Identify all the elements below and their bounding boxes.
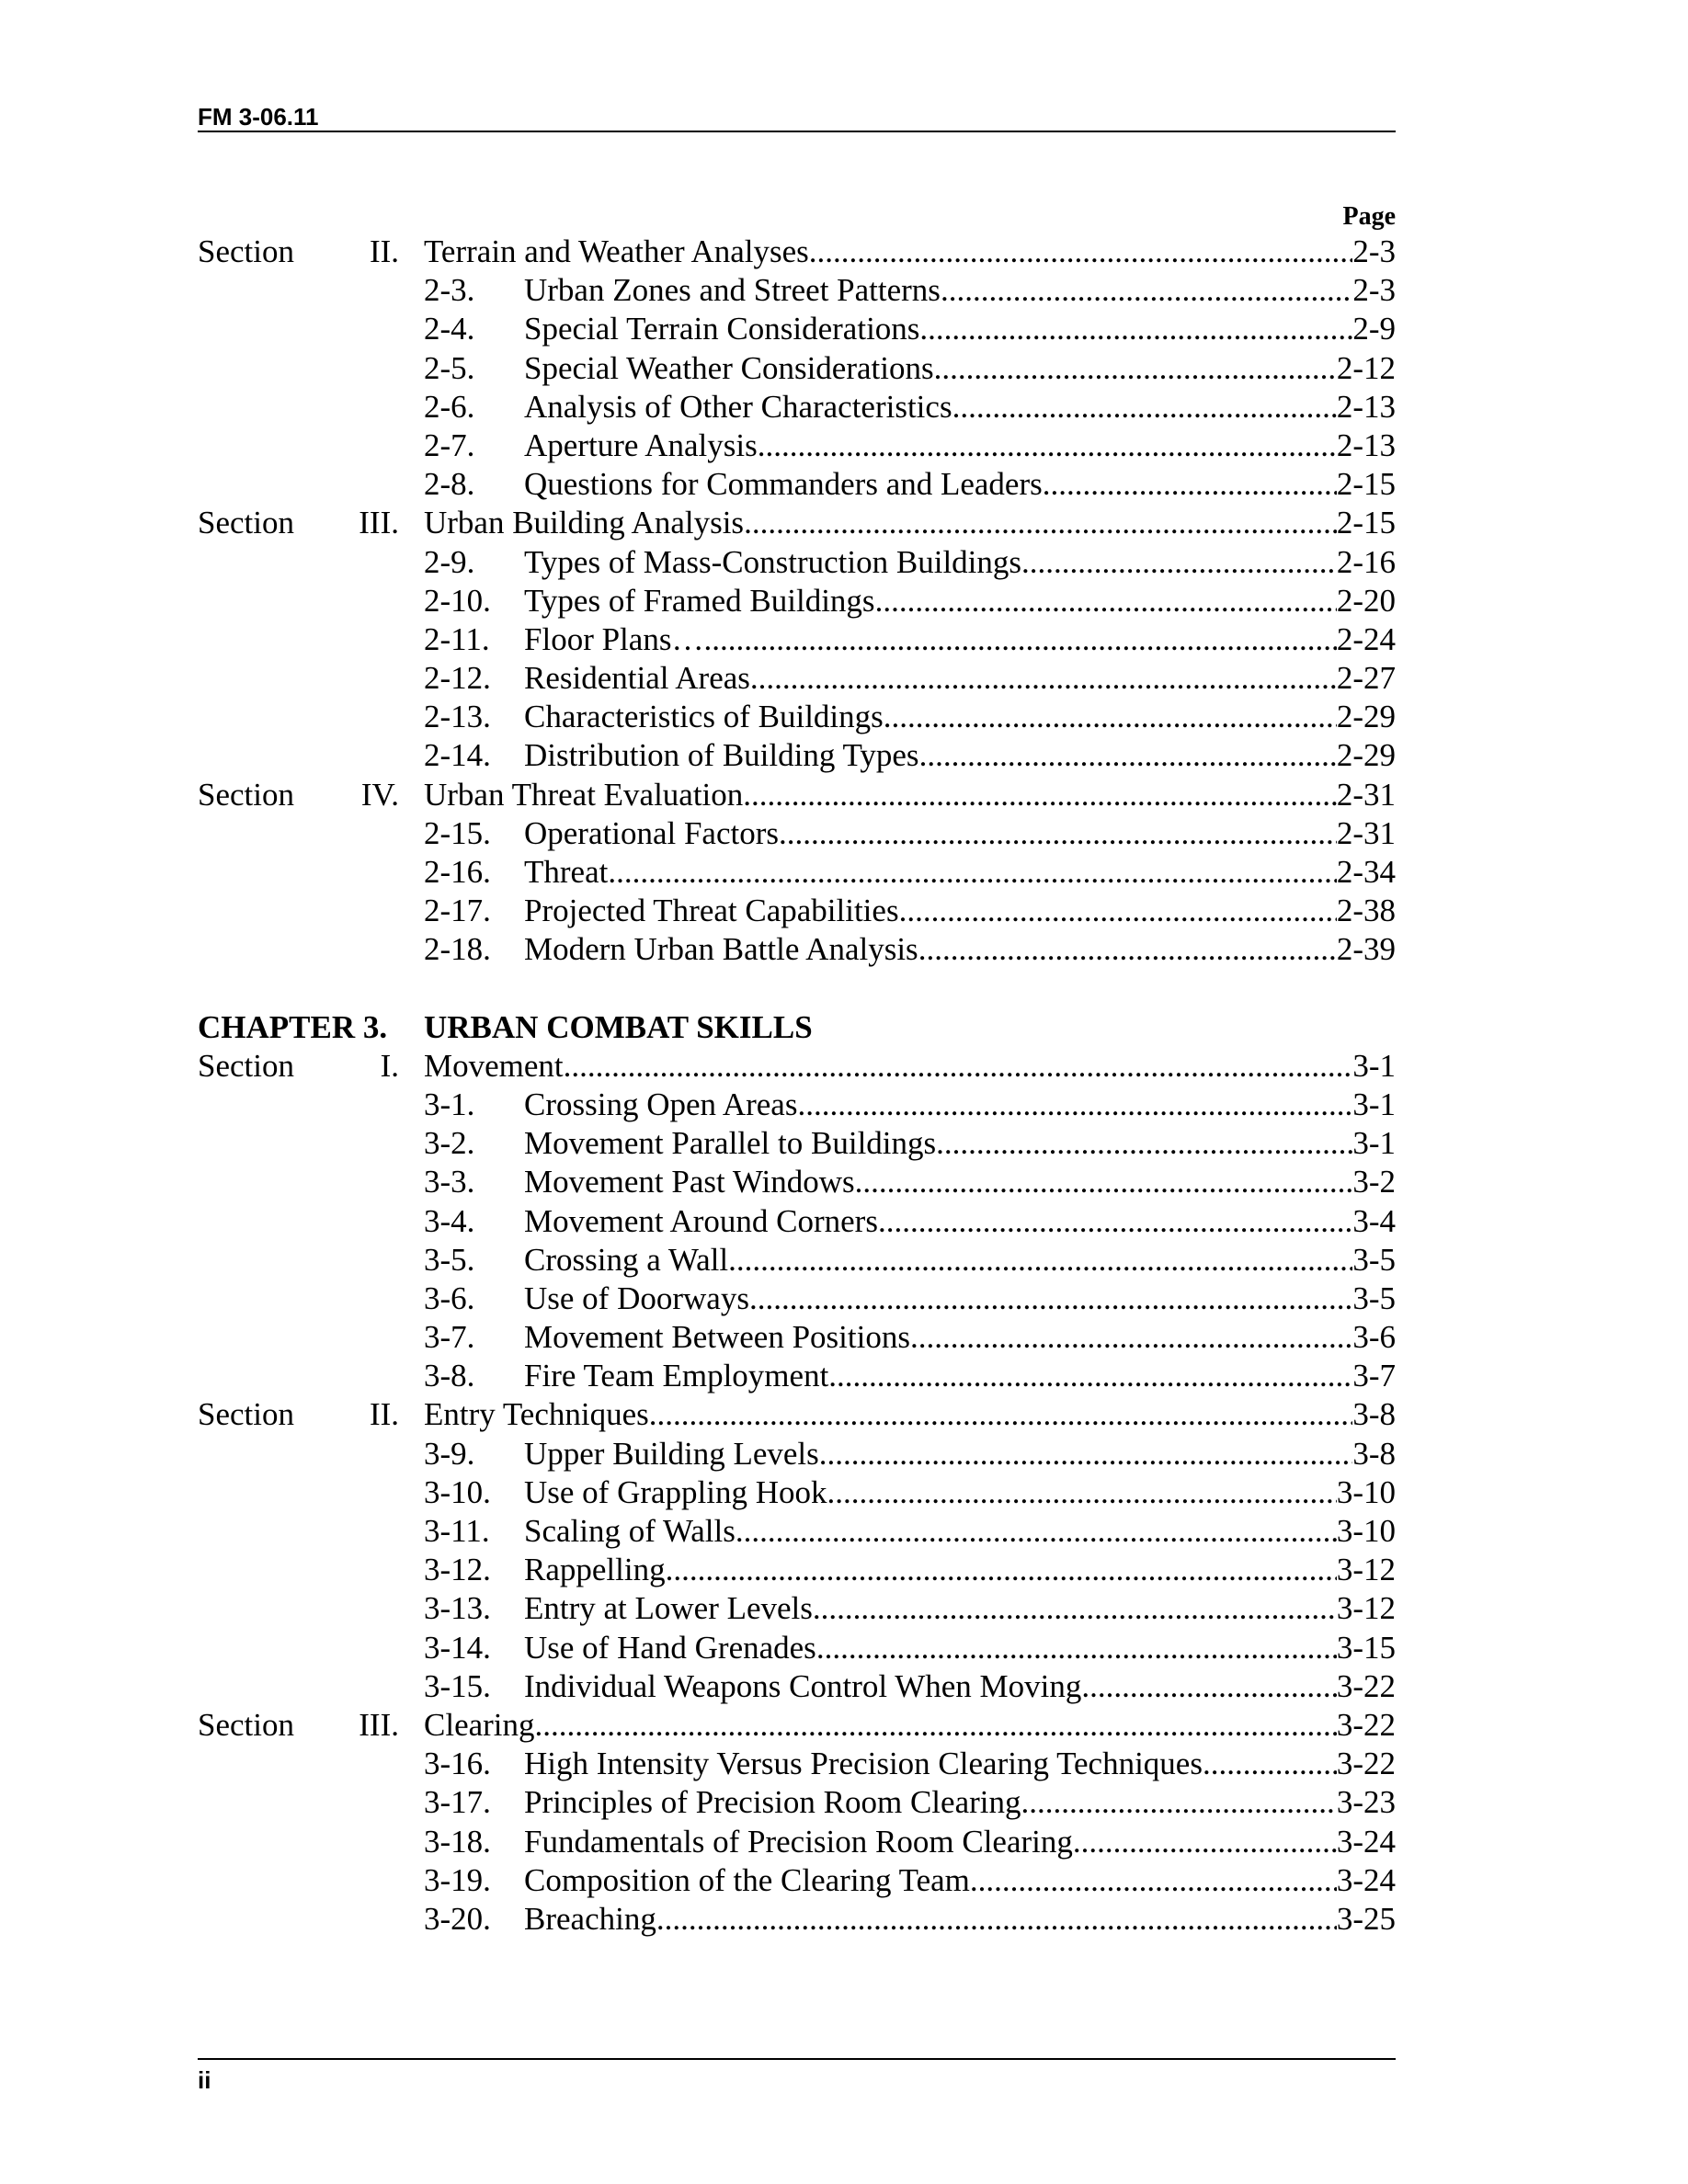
- dot-leader: [779, 814, 1337, 853]
- toc-paragraph-row: [0, 349, 1688, 388]
- toc-paragraph-row: [0, 388, 1688, 427]
- paragraph-number: 2-10.: [424, 582, 491, 619]
- page-number: 3-2: [1352, 1164, 1396, 1200]
- section-number: III.: [359, 505, 399, 541]
- dot-leader: [1021, 543, 1337, 582]
- toc-entry: [524, 388, 1396, 427]
- toc-paragraph-row: [0, 1280, 1688, 1318]
- dot-leader: [828, 1357, 1352, 1395]
- toc-spacer: [0, 970, 1688, 1008]
- paragraph-number: 2-5.: [424, 349, 475, 386]
- paragraph-title: Projected Threat Capabilities: [524, 893, 899, 929]
- toc-paragraph-row: [0, 1861, 1688, 1900]
- page-number: 2-34: [1336, 854, 1396, 890]
- toc-entry: [524, 1551, 1396, 1589]
- page-number: 3-4: [1352, 1202, 1396, 1239]
- page-number: 2-16: [1336, 543, 1396, 580]
- page-number: 3-25: [1336, 1900, 1396, 1937]
- toc-entry: [524, 1900, 1396, 1939]
- page-number: 2-15: [1336, 466, 1396, 503]
- chapter-label: CHAPTER 3.: [198, 1008, 388, 1045]
- dot-leader: [899, 892, 1337, 930]
- page-number: 3-8: [1352, 1396, 1396, 1433]
- toc-paragraph-row: [0, 465, 1688, 504]
- dot-leader: [1073, 1823, 1337, 1861]
- paragraph-number: 3-10.: [424, 1473, 491, 1510]
- toc-section-row: [0, 1706, 1688, 1745]
- toc-paragraph-row: [0, 1551, 1688, 1589]
- paragraph-number: 3-11.: [424, 1513, 490, 1549]
- toc-paragraph-row: [0, 1086, 1688, 1124]
- toc-paragraph-row: [0, 1124, 1688, 1163]
- paragraph-number: 3-20.: [424, 1900, 491, 1937]
- dot-leader: [941, 271, 1352, 310]
- toc-paragraph-row: [0, 930, 1688, 969]
- section-label: Section: [198, 233, 294, 269]
- toc-paragraph-row: [0, 427, 1688, 465]
- page-number: 2-38: [1336, 893, 1396, 929]
- page-number: 3-15: [1336, 1629, 1396, 1666]
- paragraph-number: 2-16.: [424, 854, 491, 890]
- dot-leader: [1081, 1667, 1336, 1706]
- section-label: Section: [198, 1706, 294, 1743]
- toc-paragraph-row: [0, 1163, 1688, 1201]
- toc-entry: [524, 1861, 1396, 1900]
- dot-leader: [813, 1589, 1337, 1628]
- dot-leader: [535, 1706, 1337, 1745]
- paragraph-title: Breaching: [524, 1900, 656, 1937]
- paragraph-number: 2-11.: [424, 620, 490, 657]
- dot-leader: [743, 776, 1337, 814]
- dot-leader: [728, 1241, 1352, 1280]
- dot-leader: [855, 1163, 1353, 1201]
- chapter-title: URBAN COMBAT SKILLS: [424, 1008, 813, 1045]
- paragraph-number: 2-12.: [424, 660, 491, 697]
- dot-leader: [608, 853, 1337, 892]
- page-folio: ii: [198, 2066, 211, 2094]
- dot-leader: [744, 504, 1337, 542]
- paragraph-title: Movement Past Windows: [524, 1164, 855, 1200]
- paragraph-title: Analysis of Other Characteristics: [524, 388, 952, 425]
- page-column-label: Page: [1342, 202, 1396, 231]
- dot-leader: [884, 698, 1337, 736]
- page-number: 2-13: [1336, 388, 1396, 425]
- toc-entry: [524, 1783, 1396, 1822]
- toc-paragraph-row: [0, 1745, 1688, 1783]
- page-number: 3-22: [1336, 1706, 1396, 1743]
- paragraph-title: Fire Team Employment: [524, 1358, 829, 1394]
- paragraph-title: Floor Plans…: [524, 620, 704, 657]
- paragraph-title: Residential Areas: [524, 660, 750, 697]
- paragraph-number: 3-15.: [424, 1667, 491, 1704]
- toc-entry: [424, 1395, 1396, 1434]
- paragraph-title: Use of Doorways: [524, 1280, 749, 1316]
- dot-leader: [918, 930, 1337, 969]
- toc-entry: [524, 310, 1396, 348]
- toc-paragraph-row: [0, 620, 1688, 659]
- toc-paragraph-row: [0, 1241, 1688, 1280]
- paragraph-number: 3-19.: [424, 1861, 491, 1898]
- page-number: 2-29: [1336, 737, 1396, 774]
- toc-entry: [524, 1823, 1396, 1861]
- page-number: 3-10: [1336, 1473, 1396, 1510]
- paragraph-title: Rappelling: [524, 1552, 666, 1588]
- dot-leader: [749, 1280, 1352, 1318]
- paragraph-number: 3-13.: [424, 1590, 491, 1627]
- page-number: 2-29: [1336, 699, 1396, 735]
- toc-entry: [524, 1435, 1396, 1473]
- toc-section-row: [0, 233, 1688, 271]
- toc-paragraph-row: [0, 310, 1688, 348]
- section-number: III.: [359, 1706, 399, 1743]
- dot-leader: [758, 427, 1337, 465]
- toc-entry: [524, 1667, 1396, 1706]
- toc-section-row: [0, 776, 1688, 814]
- paragraph-number: 3-17.: [424, 1784, 491, 1821]
- page-number: 3-5: [1352, 1241, 1396, 1278]
- dot-leader: [809, 233, 1353, 271]
- toc-entry: [524, 1318, 1396, 1357]
- toc-paragraph-row: [0, 892, 1688, 930]
- dot-leader: [952, 388, 1337, 427]
- page-number: 3-22: [1336, 1667, 1396, 1704]
- paragraph-number: 2-4.: [424, 311, 475, 347]
- paragraph-title: Entry at Lower Levels: [524, 1590, 813, 1627]
- paragraph-title: Upper Building Levels: [524, 1435, 819, 1472]
- dot-leader: [703, 620, 1336, 659]
- section-label: Section: [198, 1047, 294, 1084]
- dot-leader: [816, 1629, 1337, 1667]
- toc-paragraph-row: [0, 814, 1688, 853]
- page-number: 3-1: [1352, 1047, 1396, 1084]
- toc-paragraph-row: [0, 543, 1688, 582]
- section-title: Movement: [424, 1047, 564, 1084]
- toc-entry: [424, 504, 1396, 542]
- paragraph-title: Use of Grappling Hook: [524, 1473, 827, 1510]
- page-number: 3-24: [1336, 1823, 1396, 1860]
- toc-entry: [524, 814, 1396, 853]
- page-number: 3-5: [1352, 1280, 1396, 1316]
- toc-entry: [424, 1706, 1396, 1745]
- page-number: 3-10: [1336, 1513, 1396, 1549]
- toc-paragraph-row: [0, 1589, 1688, 1628]
- toc-entry: [524, 659, 1396, 698]
- toc-entry: [424, 776, 1396, 814]
- paragraph-title: Individual Weapons Control When Moving: [524, 1667, 1082, 1704]
- toc-entry: [424, 1047, 1396, 1086]
- paragraph-number: 2-6.: [424, 388, 475, 425]
- toc-entry: [524, 698, 1396, 736]
- paragraph-number: 3-14.: [424, 1629, 491, 1666]
- paragraph-title: Movement Between Positions: [524, 1319, 910, 1356]
- section-title: Terrain and Weather Analyses: [424, 233, 809, 269]
- paragraph-number: 2-14.: [424, 737, 491, 774]
- page-number: 2-27: [1336, 660, 1396, 697]
- toc-paragraph-row: [0, 1900, 1688, 1939]
- paragraph-title: Special Weather Considerations: [524, 349, 934, 386]
- page-number: 3-1: [1352, 1086, 1396, 1122]
- paragraph-number: 2-17.: [424, 893, 491, 929]
- toc-paragraph-row: [0, 1783, 1688, 1822]
- dot-leader: [649, 1395, 1353, 1434]
- toc-entry: [524, 1473, 1396, 1512]
- toc-paragraph-row: [0, 698, 1688, 736]
- page-number: 2-3: [1352, 272, 1396, 309]
- page-number: 3-12: [1336, 1552, 1396, 1588]
- toc-entry: [524, 1163, 1396, 1201]
- toc-paragraph-row: [0, 1473, 1688, 1512]
- dot-leader: [934, 349, 1337, 388]
- section-title: Entry Techniques: [424, 1396, 649, 1433]
- toc-entry: [524, 930, 1396, 969]
- dot-leader: [656, 1900, 1337, 1939]
- paragraph-title: Fundamentals of Precision Room Clearing: [524, 1823, 1073, 1860]
- paragraph-number: 2-8.: [424, 466, 475, 503]
- paragraph-title: Types of Framed Buildings: [524, 582, 875, 619]
- footer-rule: [198, 2058, 1396, 2060]
- page-number: 2-31: [1336, 776, 1396, 813]
- toc-entry: [524, 736, 1396, 775]
- paragraph-number: 3-8.: [424, 1358, 475, 1394]
- toc-entry: [524, 1589, 1396, 1628]
- toc-paragraph-row: [0, 1318, 1688, 1357]
- section-number: II.: [369, 1396, 399, 1433]
- toc-paragraph-row: [0, 1435, 1688, 1473]
- paragraph-number: 2-13.: [424, 699, 491, 735]
- paragraph-number: 3-3.: [424, 1164, 475, 1200]
- paragraph-title: Use of Hand Grenades: [524, 1629, 816, 1666]
- section-number: II.: [369, 233, 399, 269]
- toc-entry: [524, 853, 1396, 892]
- toc-entry: [524, 620, 1396, 659]
- paragraph-number: 2-18.: [424, 931, 491, 968]
- paragraph-title: Movement Around Corners: [524, 1202, 878, 1239]
- paragraph-number: 3-2.: [424, 1125, 475, 1162]
- toc-paragraph-row: [0, 1357, 1688, 1395]
- dot-leader: [1043, 465, 1337, 504]
- dot-leader: [750, 659, 1337, 698]
- toc-entry: [524, 271, 1396, 310]
- paragraph-title: Operational Factors: [524, 814, 779, 851]
- dot-leader: [827, 1473, 1337, 1512]
- page-number: 2-3: [1352, 233, 1396, 269]
- toc-entry: [524, 1241, 1396, 1280]
- toc-paragraph-row: [0, 659, 1688, 698]
- dot-leader: [910, 1318, 1352, 1357]
- paragraph-number: 3-9.: [424, 1435, 475, 1472]
- section-title: Urban Threat Evaluation: [424, 776, 744, 813]
- toc-paragraph-row: [0, 1202, 1688, 1241]
- dot-leader: [666, 1551, 1337, 1589]
- dot-leader: [564, 1047, 1353, 1086]
- paragraph-title: Distribution of Building Types: [524, 737, 919, 774]
- toc-paragraph-row: [0, 1629, 1688, 1667]
- page-number: 2-12: [1336, 349, 1396, 386]
- toc-section-row: [0, 1395, 1688, 1434]
- toc-paragraph-row: [0, 1512, 1688, 1551]
- section-label: Section: [198, 505, 294, 541]
- toc-entry: [524, 1202, 1396, 1241]
- dot-leader: [936, 1124, 1352, 1163]
- section-title: Clearing: [424, 1706, 535, 1743]
- dot-leader: [1021, 1783, 1336, 1822]
- toc-entry: [524, 1512, 1396, 1551]
- paragraph-number: 2-9.: [424, 543, 475, 580]
- paragraph-title: Modern Urban Battle Analysis: [524, 931, 918, 968]
- paragraph-number: 3-5.: [424, 1241, 475, 1278]
- toc-paragraph-row: [0, 271, 1688, 310]
- page-number: 3-7: [1352, 1358, 1396, 1394]
- toc-paragraph-row: [0, 1667, 1688, 1706]
- toc-entry: [524, 1745, 1396, 1783]
- paragraph-number: 3-18.: [424, 1823, 491, 1860]
- paragraph-title: Crossing Open Areas: [524, 1086, 798, 1122]
- page-number: 3-8: [1352, 1435, 1396, 1472]
- page-number: 2-15: [1336, 505, 1396, 541]
- toc-section-row: [0, 504, 1688, 542]
- paragraph-title: Composition of the Clearing Team: [524, 1861, 970, 1898]
- toc-paragraph-row: [0, 582, 1688, 620]
- dot-leader: [797, 1086, 1352, 1124]
- paragraph-title: Characteristics of Buildings: [524, 699, 884, 735]
- toc-entry: [524, 1357, 1396, 1395]
- page-number: 3-24: [1336, 1861, 1396, 1898]
- section-number: IV.: [360, 776, 399, 813]
- paragraph-number: 3-16.: [424, 1746, 491, 1782]
- toc-entry: [524, 1086, 1396, 1124]
- running-head: FM 3-06.11: [198, 103, 319, 131]
- page-number: 2-24: [1336, 620, 1396, 657]
- toc-entry: [524, 543, 1396, 582]
- toc-entry: [524, 1629, 1396, 1667]
- paragraph-title: Questions for Commanders and Leaders: [524, 466, 1043, 503]
- toc-section-row: [0, 1047, 1688, 1086]
- page-number: 3-23: [1336, 1784, 1396, 1821]
- toc-chapter-heading: [0, 1008, 1688, 1047]
- toc-entry: [524, 427, 1396, 465]
- paragraph-title: Types of Mass-Construction Buildings: [524, 543, 1022, 580]
- dot-leader: [919, 736, 1337, 775]
- page-number: 3-12: [1336, 1590, 1396, 1627]
- dot-leader: [878, 1202, 1352, 1241]
- paragraph-number: 2-3.: [424, 272, 475, 309]
- page-number: 2-31: [1336, 814, 1396, 851]
- page-number: 2-39: [1336, 931, 1396, 968]
- section-title: Urban Building Analysis: [424, 505, 745, 541]
- paragraph-title: High Intensity Versus Precision Clearing Techniques: [524, 1746, 1203, 1782]
- page-number: 3-22: [1336, 1746, 1396, 1782]
- toc-paragraph-row: [0, 1823, 1688, 1861]
- page-number: 2-20: [1336, 582, 1396, 619]
- dot-leader: [736, 1512, 1337, 1551]
- dot-leader: [1203, 1745, 1337, 1783]
- paragraph-title: Special Terrain Considerations: [524, 311, 920, 347]
- toc-entry: [524, 1280, 1396, 1318]
- paragraph-number: 3-12.: [424, 1552, 491, 1588]
- dot-leader: [875, 582, 1337, 620]
- toc-entry: [424, 233, 1396, 271]
- paragraph-title: Principles of Precision Room Clearing: [524, 1784, 1021, 1821]
- paragraph-title: Aperture Analysis: [524, 427, 758, 463]
- paragraph-number: 2-15.: [424, 814, 491, 851]
- page-number: 3-1: [1352, 1125, 1396, 1162]
- toc-paragraph-row: [0, 853, 1688, 892]
- toc-paragraph-row: [0, 736, 1688, 775]
- toc-entry: [524, 349, 1396, 388]
- toc-entry: [524, 582, 1396, 620]
- dot-leader: [919, 310, 1352, 348]
- paragraph-number: 3-7.: [424, 1319, 475, 1356]
- toc-entry: [524, 892, 1396, 930]
- section-label: Section: [198, 1396, 294, 1433]
- page-number: 2-9: [1352, 311, 1396, 347]
- header-rule: [198, 131, 1396, 132]
- page-number: 3-6: [1352, 1319, 1396, 1356]
- paragraph-title: Crossing a Wall: [524, 1241, 729, 1278]
- paragraph-title: Urban Zones and Street Patterns: [524, 272, 941, 309]
- table-of-contents: [0, 233, 1688, 1939]
- page-number: 2-13: [1336, 427, 1396, 463]
- paragraph-number: 3-1.: [424, 1086, 475, 1122]
- paragraph-title: Movement Parallel to Buildings: [524, 1125, 937, 1162]
- section-number: I.: [380, 1047, 399, 1084]
- toc-entry: [524, 465, 1396, 504]
- paragraph-title: Threat: [524, 854, 609, 890]
- paragraph-number: 3-4.: [424, 1202, 475, 1239]
- paragraph-number: 3-6.: [424, 1280, 475, 1316]
- section-label: Section: [198, 776, 294, 813]
- paragraph-number: 2-7.: [424, 427, 475, 463]
- paragraph-title: Scaling of Walls: [524, 1513, 736, 1549]
- dot-leader: [819, 1435, 1353, 1473]
- toc-entry: [524, 1124, 1396, 1163]
- dot-leader: [970, 1861, 1337, 1900]
